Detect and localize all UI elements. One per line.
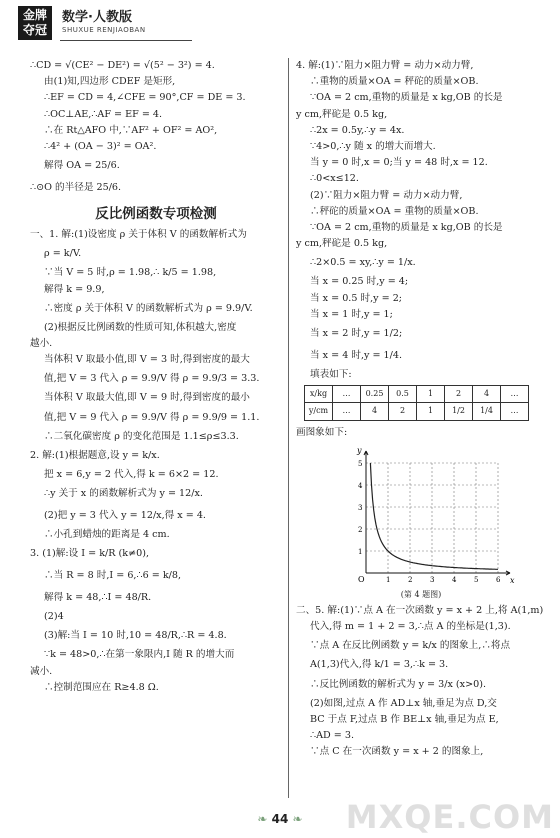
text-line: 解得 k = 9.9, (44, 283, 105, 295)
text-line: ∴密度 ρ 关于体积 V 的函数解析式为 ρ = 9.9/V. (44, 302, 253, 314)
table-row-x (305, 386, 529, 403)
text-line: 填表如下: (310, 369, 352, 381)
y-tick-label: 5 (358, 459, 363, 468)
graph-curve (370, 463, 498, 569)
logo-line-2: 夺冠 (22, 23, 47, 37)
text-line: ∵当 V = 5 时,ρ = 1.98,∴ k/5 = 1.98, (44, 267, 217, 279)
text-line: 值,把 V = 9 代入 ρ = 9.9/V 得 ρ = 9.9/9 = 1.1. (44, 411, 260, 423)
value-table (304, 385, 529, 420)
text-line: (2)∵阻力×阻力臂 = 动力×动力臂, (310, 189, 463, 201)
text-line: ∵点 A 在反比例函数 y = k/x 的图象上,∴将点 (310, 640, 511, 652)
text-line: ∴OC⊥AE,∴AF = EF = 4. (44, 108, 163, 120)
table-cell: … (501, 403, 529, 420)
brand-logo (18, 6, 52, 40)
logo-line-1: 金牌 (22, 8, 47, 22)
text-line: 当 x = 4 时,y = 1/4. (310, 350, 403, 362)
text-line: 当 x = 0.25 时,y = 4; (310, 276, 409, 288)
x-tick-label: 6 (496, 575, 501, 584)
header-rule (60, 40, 192, 41)
leaf-right-icon: ❧ (292, 812, 303, 826)
text-line: 解得 OA = 25/6. (44, 160, 120, 172)
graph-svg (296, 441, 546, 591)
table-cell: y/cm (305, 403, 333, 420)
table-row-y (305, 403, 529, 420)
text-line: 值,把 V = 3 代入 ρ = 9.9/V 得 ρ = 9.9/3 = 3.3. (44, 373, 260, 385)
x-tick-label: 2 (408, 575, 413, 584)
table-cell: 4 (361, 403, 389, 420)
text-line: A(1,3)代入,得 k/1 = 3,∴k = 3. (310, 659, 449, 671)
left-main-lines (30, 227, 282, 696)
column-divider (288, 58, 289, 798)
x-tick-label: 4 (452, 575, 457, 584)
text-line: 解得 k = 48,∴I = 48/R. (44, 592, 152, 604)
text-line: (2)4 (44, 611, 64, 623)
table-cell: x/kg (305, 386, 333, 403)
text-line: ∴4² + (OA − 3)² = OA². (44, 141, 157, 153)
text-line: 代入,得 m = 1 + 2 = 3,∴点 A 的坐标是(1,3). (310, 621, 511, 633)
text-line: (3)解:当 I = 10 时,10 = 48/R,∴R = 4.8. (44, 630, 227, 642)
text-line: (2)根据反比例函数的性质可知,体积越大,密度 (44, 321, 237, 333)
text-line: ∴小孔到蜡烛的距离是 4 cm. (44, 529, 170, 541)
text-line: ∴CD = √(CE² − DE²) = √(5² − 3²) = 4. (30, 60, 215, 71)
text-line: ∵点 C 在一次函数 y = x + 2 的图象上, (310, 746, 484, 758)
right-main-lines (296, 58, 546, 383)
text-line: ∴2×0.5 = xy,∴y = 1/x. (310, 257, 416, 269)
text-line: 当体积 V 取最大值,即 V = 9 时,得到密度的最小 (44, 392, 250, 404)
text-line: BC 于点 F,过点 B 作 BE⊥x 轴,垂足为点 E, (310, 713, 499, 725)
text-line: 当 y = 0 时,x = 0;当 y = 48 时,x = 12. (310, 157, 488, 169)
table-cell: 2 (389, 403, 417, 420)
table-cell: 2 (445, 386, 473, 403)
text-line: 当 x = 1 时,y = 1; (310, 308, 393, 320)
text-line: ∴在 Rt△AFO 中,∵AF² + OF² = AO², (44, 124, 218, 136)
table-cell: 0.5 (389, 386, 417, 403)
graph-intro: 画图象如下: (296, 426, 348, 438)
text-line: (2)如图,过点 A 作 AD⊥x 轴,垂足为点 D,交 (310, 697, 497, 709)
text-line: 把 x = 6,y = 2 代入,得 k = 6×2 = 12. (44, 468, 219, 480)
page-number: 44 (271, 812, 289, 826)
text-line: y cm,秤砣是 0.5 kg, (296, 108, 388, 120)
text-line: ∴EF = CD = 4,∠CFE = 90°,CF = DE = 3. (44, 92, 246, 104)
text-line: ∵k = 48>0,∴在第一象限内,I 随 R 的增大而 (44, 649, 235, 661)
text-line: ∴y 关于 x 的函数解析式为 y = 12/x. (44, 488, 203, 500)
text-line: ∴AD = 3. (310, 730, 355, 742)
x-tick-label: 3 (430, 575, 435, 584)
header-title: 数学·人教版 (62, 10, 132, 25)
graph-axes (364, 451, 510, 575)
text-line: 当 x = 2 时,y = 1/2; (310, 328, 403, 340)
right-column (296, 58, 546, 760)
table-cell: 4 (473, 386, 501, 403)
text-line: 一、1. 解:(1)设密度 ρ 关于体积 V 的函数解析式为 (30, 229, 247, 241)
y-tick-label: 4 (358, 481, 363, 490)
table-cell: … (501, 386, 529, 403)
watermark: MXQE.COM (345, 798, 554, 836)
axis-lines (364, 451, 510, 575)
x-tick-label: 5 (474, 575, 479, 584)
table-cell: … (333, 403, 361, 420)
table-cell: 0.25 (361, 386, 389, 403)
text-line: (2)把 y = 3 代入 y = 12/x,得 x = 4. (44, 510, 206, 522)
y-tick-label: 1 (358, 547, 363, 556)
left-pre-lines (30, 58, 282, 199)
header-subtitle: SHUXUE RENJIAOBAN (62, 26, 146, 34)
left-column (30, 58, 282, 696)
table-cell: 1/2 (445, 403, 473, 420)
y-tick-label: 2 (358, 525, 363, 534)
text-line: 越小. (30, 338, 53, 350)
text-line: 2. 解:(1)根据题意,设 y = k/x. (30, 449, 160, 461)
text-line: ∴当 R = 8 时,I = 6,∴6 = k/8, (44, 570, 182, 582)
text-line: ∵OA = 2 cm,重物的质量是 x kg,OB 的长是 (310, 92, 503, 104)
graph-caption: (第 4 题图) (400, 589, 442, 599)
text-line: ∴二氧化碳密度 ρ 的变化范围是 1.1≤ρ≤3.3. (44, 430, 239, 442)
x-axis-label: x (510, 575, 515, 585)
text-line: 由(1)知,四边形 CDEF 是矩形, (44, 76, 176, 88)
y-tick-label: 3 (358, 503, 363, 512)
text-line: 二、5. 解:(1)∵点 A 在一次函数 y = x + 2 上,将 A(1,m) (296, 605, 544, 617)
text-line: ∵OA = 2 cm,重物的质量是 x kg,OB 的长是 (310, 222, 503, 234)
text-line: ∴秤砣的质量×OA = 重物的质量×OB. (310, 205, 479, 217)
text-line: ∴0<x≤12. (310, 173, 359, 185)
function-graph (296, 441, 546, 591)
text-line: ∴控制范围应在 R≥4.8 Ω. (44, 681, 159, 693)
text-line: 4. 解:(1)∵阻力×阻力臂 = 动力×动力臂, (296, 60, 474, 71)
right-after-lines (296, 603, 546, 760)
x-tick-label: 1 (386, 575, 391, 584)
text-line: 3. (1)解:设 I = k/R (k≠0), (30, 548, 149, 560)
text-line: ρ = k/V. (44, 248, 82, 260)
text-line: ∴2x = 0.5y,∴y = 4x. (310, 124, 405, 136)
text-line: 减小. (30, 665, 53, 677)
table-cell: … (333, 386, 361, 403)
table-cell: 1 (417, 386, 445, 403)
origin-label: O (358, 574, 365, 584)
graph-grid (366, 463, 498, 573)
section-title: 反比例函数专项检测 (95, 206, 217, 223)
text-line: 当 x = 0.5 时,y = 2; (310, 292, 403, 304)
text-line: ∴⊙O 的半径是 25/6. (30, 182, 122, 194)
y-axis-label: y (357, 445, 362, 455)
text-line: ∴反比例函数的解析式为 y = 3/x (x>0). (310, 678, 487, 690)
text-line: ∵4>0,∴y 随 x 的增大而增大. (310, 141, 436, 153)
text-line: y cm,秤砣是 0.5 kg, (296, 238, 388, 250)
text-line: 当体积 V 取最小值,即 V = 3 时,得到密度的最大 (44, 354, 250, 366)
table-cell: 1/4 (473, 403, 501, 420)
table-cell: 1 (417, 403, 445, 420)
text-line: ∴重物的质量×OA = 秤砣的质量×OB. (310, 76, 479, 88)
leaf-left-icon: ❧ (257, 812, 268, 826)
